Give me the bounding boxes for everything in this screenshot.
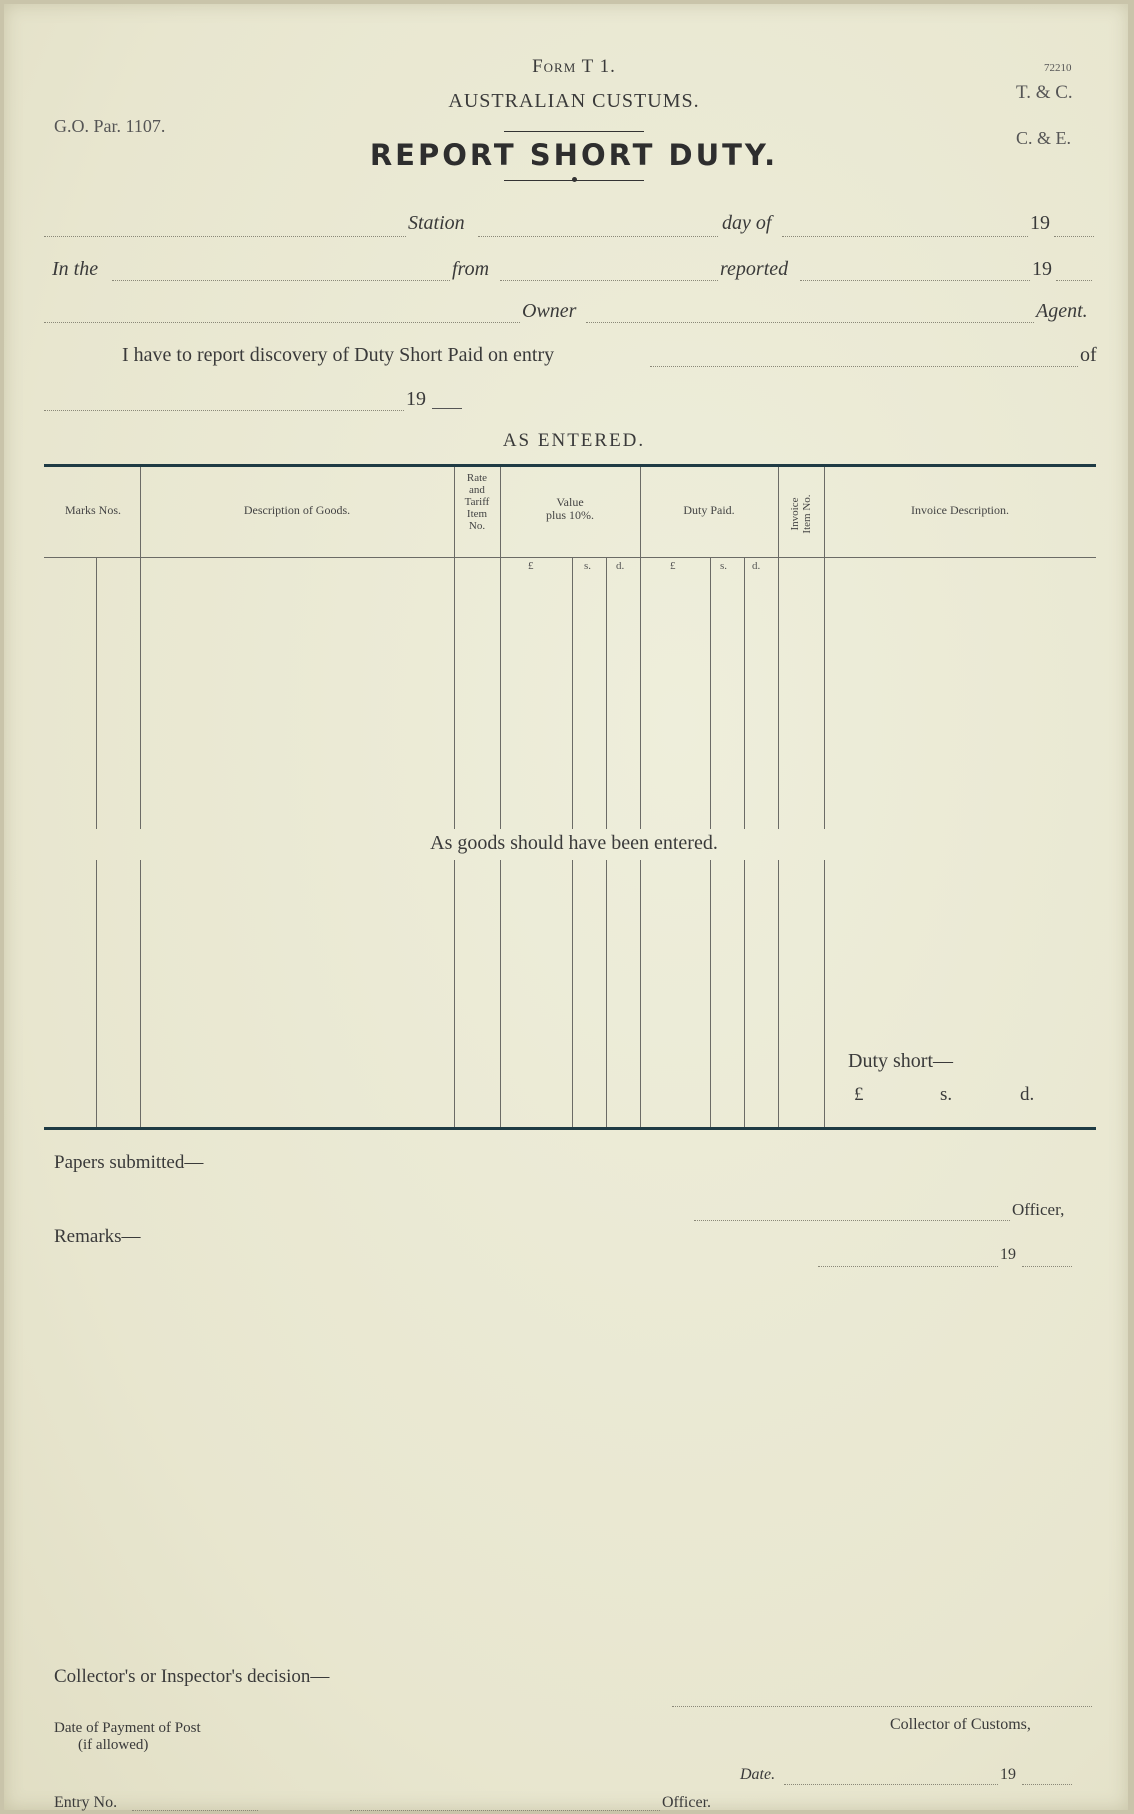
year-3-rule — [432, 408, 462, 409]
form-sheet — [4, 4, 1128, 1810]
col-line-a3 — [454, 557, 455, 829]
blank-entry[interactable] — [650, 366, 1078, 367]
col-line-b10 — [778, 860, 779, 1127]
header-description: Description of Goods. — [243, 503, 351, 517]
station-label: Station — [408, 212, 465, 234]
duty-short-pounds: £ — [854, 1084, 864, 1105]
officer-label: Officer, — [1012, 1200, 1065, 1219]
duty-short-label: Duty short— — [848, 1050, 953, 1072]
department-name: AUSTRALIAN CUSTUMS. — [448, 90, 700, 112]
day-of-label: day of — [722, 212, 772, 234]
date-label: Date. — [740, 1766, 776, 1783]
blank-reported[interactable] — [800, 280, 1030, 281]
blank-collector-sign[interactable] — [672, 1706, 1092, 1707]
remarks-label: Remarks— — [54, 1226, 141, 1247]
header-invoice-description: Invoice Description. — [911, 503, 1009, 517]
header-rate: Rate and Tariff Item No. — [464, 472, 490, 532]
col-line-a11 — [824, 557, 825, 829]
duty-pence: d. — [752, 560, 761, 572]
of-label: of — [1080, 344, 1097, 366]
page-title: REPORT SHORT DUTY. — [369, 138, 779, 172]
papers-submitted-label: Papers submitted— — [54, 1152, 204, 1173]
header-invoice-item: Invoice Item No. — [789, 494, 813, 534]
agent-label: Agent. — [1036, 300, 1088, 322]
blank-date-entry[interactable] — [44, 410, 404, 411]
blank-officer[interactable] — [694, 1220, 1010, 1221]
col-line-b4 — [500, 860, 501, 1127]
print-number: 72210 — [1044, 62, 1072, 74]
year-label-5: 19 — [1000, 1766, 1016, 1783]
blank-year-2[interactable] — [1056, 280, 1092, 281]
col-line-b11 — [824, 860, 825, 1127]
owner-label: Owner — [522, 300, 577, 322]
col-line-a4 — [500, 557, 501, 829]
col-line-b5 — [572, 860, 573, 1127]
title-dot — [572, 177, 577, 182]
go-paragraph: G.O. Par. 1107. — [54, 116, 166, 136]
in-the-label: In the — [52, 258, 99, 280]
table-header-rule — [44, 557, 1096, 558]
from-label: from — [452, 258, 490, 280]
duty-pounds: £ — [670, 560, 676, 572]
col-line-a7 — [640, 557, 641, 829]
second-section-title: As goods should have been entered. — [430, 832, 718, 854]
blank-remarks-date[interactable] — [818, 1266, 998, 1267]
duty-short-pence: d. — [1020, 1084, 1035, 1105]
entry-no-label: Entry No. — [54, 1794, 118, 1811]
report-text: I have to report discovery of Duty Short Paid on entry — [122, 344, 555, 366]
table-bottom-border — [44, 1127, 1096, 1130]
code-ce: C. & E. — [1016, 128, 1072, 148]
col-line-b1 — [96, 860, 97, 1127]
title-rule-top — [504, 131, 644, 132]
as-entered-title: AS ENTERED. — [502, 430, 646, 451]
blank-date[interactable] — [784, 1784, 998, 1785]
form-number: Form T 1. — [532, 56, 616, 77]
blank-day[interactable] — [782, 236, 1028, 237]
col-line-b7 — [640, 860, 641, 1127]
col-line-b6 — [606, 860, 607, 1127]
col-line-b8 — [710, 860, 711, 1127]
col-line-b2 — [140, 860, 141, 1127]
code-tc: T. & C. — [1016, 82, 1073, 103]
duty-shillings: s. — [720, 560, 728, 572]
blank-year-5[interactable] — [1022, 1784, 1072, 1785]
year-label-4: 19 — [1000, 1246, 1016, 1263]
header-marks: Marks Nos. — [65, 503, 121, 517]
collector-label: Collector of Customs, — [890, 1716, 1031, 1733]
col-line-a8 — [710, 557, 711, 829]
blank-entry-no[interactable] — [132, 1810, 258, 1811]
col-line-a5 — [572, 557, 573, 829]
blank-agent[interactable] — [586, 322, 1034, 323]
blank-from[interactable] — [500, 280, 718, 281]
blank-place[interactable] — [44, 236, 406, 237]
col-line-a2 — [140, 557, 141, 829]
col-line-a10 — [778, 557, 779, 829]
blank-officer-2[interactable] — [350, 1810, 660, 1811]
year-label-3: 19 — [406, 388, 426, 410]
blank-year-1[interactable] — [1054, 236, 1094, 237]
header-duty-paid: Duty Paid. — [683, 503, 735, 517]
table-top-border — [44, 464, 1096, 467]
col-line-header-1 — [140, 467, 141, 557]
decision-label: Collector's or Inspector's decision— — [54, 1666, 330, 1687]
officer-label-2: Officer. — [662, 1794, 712, 1811]
reported-label: reported — [720, 258, 789, 280]
col-line-b9 — [744, 860, 745, 1127]
header-value: Value plus 10%. — [546, 495, 594, 522]
duty-short-shillings: s. — [940, 1084, 953, 1105]
value-pence: d. — [616, 560, 625, 572]
date-payment-label: Date of Payment of Post (if allowed) — [54, 1720, 201, 1753]
col-line-b3 — [454, 860, 455, 1127]
col-line-a9 — [744, 557, 745, 829]
year-label-2: 19 — [1032, 258, 1052, 280]
col-line-a1 — [96, 557, 97, 829]
year-label-1: 19 — [1030, 212, 1050, 234]
blank-in-the[interactable] — [112, 280, 450, 281]
value-pounds: £ — [528, 560, 534, 572]
col-line-a6 — [606, 557, 607, 829]
blank-year-4[interactable] — [1022, 1266, 1072, 1267]
value-shillings: s. — [584, 560, 592, 572]
blank-owner[interactable] — [44, 322, 520, 323]
blank-station[interactable] — [478, 236, 718, 237]
